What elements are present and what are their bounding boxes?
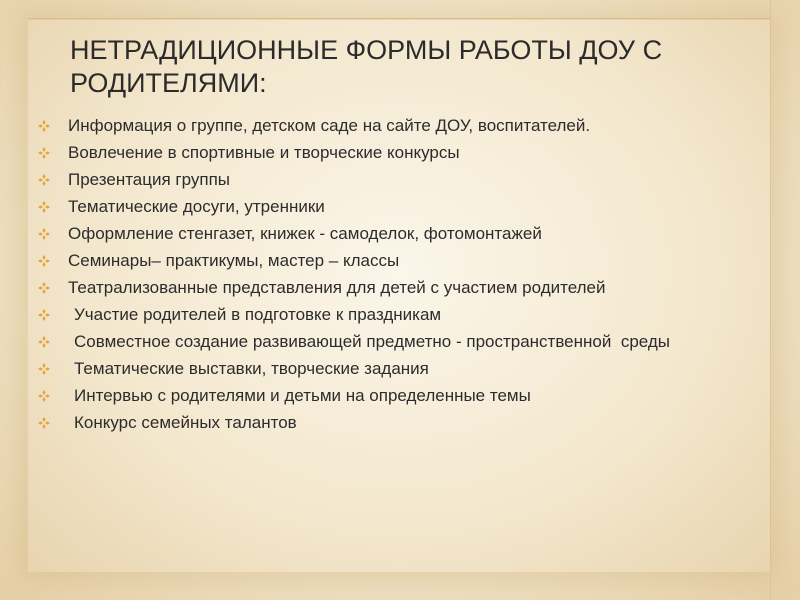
four-diamond-bullet-icon bbox=[38, 169, 68, 191]
list-item bbox=[38, 196, 738, 218]
slide-title: НЕТРАДИЦИОННЫЕ ФОРМЫ РАБОТЫ ДОУ С РОДИТЕЛЯМИ: bbox=[70, 35, 663, 98]
list-item-text: Совместное создание развивающей предметно - пространственной среды bbox=[74, 332, 670, 351]
four-diamond-bullet-icon bbox=[38, 358, 68, 380]
list-item-text: Тематические досуги, утренники bbox=[68, 197, 325, 216]
bullet-list bbox=[38, 115, 738, 439]
list-item-text: Театрализованные представления для детей с участием родителей bbox=[68, 278, 606, 297]
list-item-text: Вовлечение в спортивные и творческие конкурсы bbox=[68, 143, 460, 162]
four-diamond-bullet-icon bbox=[38, 277, 68, 299]
four-diamond-bullet-icon bbox=[38, 196, 68, 218]
list-item-text: Конкурс семейных талантов bbox=[74, 413, 297, 432]
list-item-text: Тематические выставки, творческие задания bbox=[74, 359, 429, 378]
list-item bbox=[38, 277, 738, 299]
list-item bbox=[38, 223, 738, 245]
top-border-line bbox=[28, 18, 770, 19]
four-diamond-bullet-icon bbox=[38, 250, 68, 272]
list-item-text: Участие родителей в подготовке к праздникам bbox=[74, 305, 442, 324]
four-diamond-bullet-icon bbox=[38, 142, 68, 164]
four-diamond-bullet-icon bbox=[38, 115, 68, 137]
four-diamond-bullet-icon bbox=[38, 223, 68, 245]
four-diamond-bullet-icon bbox=[38, 412, 68, 434]
list-item-text: Информация о группе, детском саде на сайте ДОУ, воспитателей. bbox=[68, 116, 591, 135]
four-diamond-bullet-icon bbox=[38, 304, 68, 326]
list-item bbox=[38, 250, 738, 272]
four-diamond-bullet-icon bbox=[38, 385, 68, 407]
list-item bbox=[38, 412, 738, 434]
list-item-text: Семинары– практикумы, мастер – классы bbox=[68, 251, 400, 270]
list-item bbox=[38, 358, 738, 380]
four-diamond-bullet-icon bbox=[38, 331, 68, 353]
list-item-text: Оформление стенгазет, книжек - самоделок, фотомонтажей bbox=[68, 224, 542, 243]
list-item bbox=[38, 169, 738, 191]
list-item bbox=[38, 385, 738, 407]
list-item bbox=[38, 331, 738, 353]
right-border-line bbox=[770, 0, 771, 600]
list-item bbox=[38, 115, 738, 137]
list-item-text: Интервью с родителями и детьми на определенные темы bbox=[74, 386, 531, 405]
list-item-text: Презентация группы bbox=[68, 170, 231, 189]
list-item bbox=[38, 142, 738, 164]
list-item bbox=[38, 304, 738, 326]
